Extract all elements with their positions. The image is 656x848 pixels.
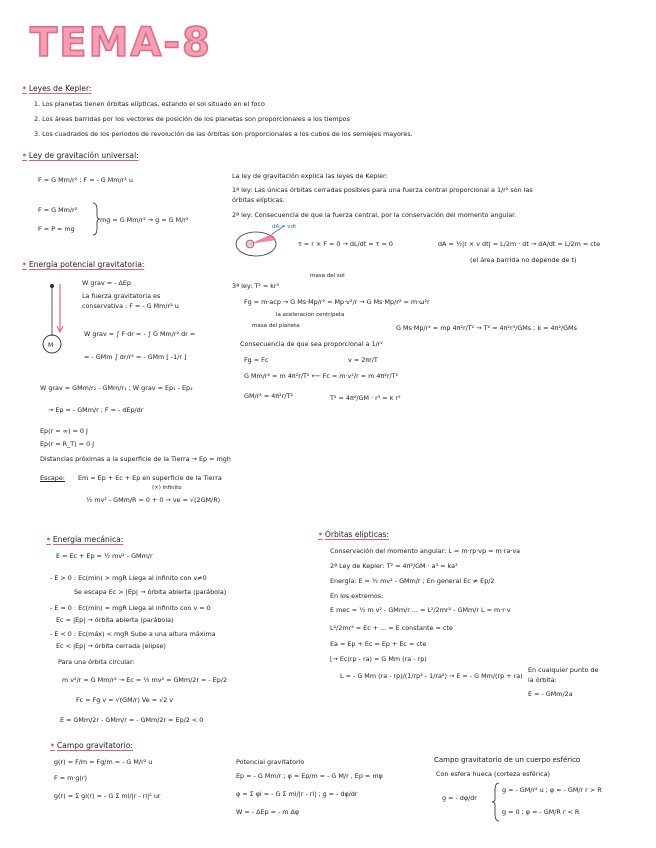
circular-eq-3: E = GMm/2r - GMm/r = - GMm/2r = Ep/2 < 0 bbox=[60, 716, 204, 724]
me-case-positive: - E > 0 : Ec(min) > mgR Llega al infinito con v≠0 bbox=[50, 574, 207, 582]
area-rate-note: (el área barrida no depende de t) bbox=[470, 256, 577, 264]
kepler-law-2: 2. Los áreas barridas por los vectores de posición de los planetas son proporcionales a los tiempos bbox=[34, 115, 350, 123]
orbit-eq-9: L = - G Mm (ra - rp)/(1/rp² - 1/ra²) → E = - G Mm/(rp + ra) bbox=[340, 672, 523, 680]
sphere-field-outside: g = - GM/r² u ; φ = - GM/r r > R bbox=[502, 786, 602, 794]
me-eq-1: E = Ec + Ep = ½ mv² - GMm/r bbox=[56, 552, 153, 560]
potential-heading: Potencial gravitatorio bbox=[236, 758, 305, 766]
brace-icon bbox=[92, 202, 100, 236]
gravitation-eq-2a: F = G Mm/r² bbox=[38, 206, 78, 214]
pe-surface: Ep(r = R_T) = 0 J bbox=[40, 440, 95, 448]
circular-eq-2: Fc = Fg v = √(GM/r) Ve = √2 v bbox=[76, 696, 174, 704]
section-kepler-heading: • Leyes de Kepler: bbox=[22, 84, 92, 93]
third-law-derivation: Fg = m·acp → G Ms·Mp/r² = Mp·v²/r → G Ms·Mp/r² = m·ω²r bbox=[244, 298, 430, 306]
pe-work-4: W grav = ∫ F·dr = - ∫ G Mm/r² dr = bbox=[84, 330, 196, 338]
sphere-field-heading: Campo gravitatorio de un cuerpo esférico bbox=[434, 756, 581, 764]
kepler-law-1: 1. Los planetas tienen órbitas elípticas, estando el sol situado en el foco bbox=[34, 100, 265, 108]
gravitation-eq-2c: mg = G Mm/r² → g = G M/r² bbox=[100, 216, 189, 224]
kepler-first-law-cont: órbitas elípticas. bbox=[232, 196, 285, 204]
orbit-eq-3: Energía: E = ½ mv² - GMm/r ; En general Ec ≠ Ep/2 bbox=[330, 577, 495, 585]
me-case-zero: - E = 0 : Ec(min) = mgR Llega al infinito con v = 0 bbox=[50, 604, 211, 612]
pe-work-2: La fuerza gravitatoria es bbox=[82, 292, 161, 300]
conseq-eq-2: G Mm/r² = m 4π²r/T² ⟵ Fc = m·v²/r = m 4π²r/T² bbox=[244, 372, 399, 380]
potential-eq-1: Ep = - G Mm/r ; φ = Ep/m = - G M/r , Ep = mφ bbox=[236, 772, 383, 780]
potential-eq-2: φ = Σ φi = - G Σ mi/|r - ri| ; g = - dφ/dr bbox=[236, 790, 358, 798]
escape-eq-2: ½ mv² - GMm/R = 0 + 0 → ve = √(2GM/R) bbox=[86, 496, 221, 504]
pe-work-6: W grav = GMm/r₂ - GMm/r₁ ; W grav = Ep₁ - Ep₂ bbox=[40, 384, 193, 392]
kepler-intro: La ley de gravitación explica las leyes de Kepler: bbox=[232, 172, 388, 180]
area-rate-eq: dA = ½|r × v dt| = L/2m · dt → dA/dt = L/2m = cte bbox=[438, 240, 601, 248]
torque-eq: τ = r × F = 0 → dL/dt = τ = 0 bbox=[298, 240, 393, 248]
pe-work-3: conservativa : F = - G Mm/r² u bbox=[82, 302, 179, 310]
orbit-eq-6: L²/2mr² = Ec + ... = E constante = cte bbox=[330, 624, 453, 632]
escape-eq-1: Em = Ep + Ec + Ep en superficie de la Tierra bbox=[78, 474, 222, 482]
field-eq-2: F = m·g(r) bbox=[54, 774, 88, 782]
circular-orbit-label: Para una órbita circular: bbox=[58, 658, 135, 666]
orbit-energy-result: E = - GMm/2a bbox=[528, 690, 573, 698]
potential-eq-3: W = - ΔEp = - m Δφ bbox=[236, 808, 300, 816]
section-elliptic-orbits-heading: • Órbitas elípticas: bbox=[318, 530, 390, 539]
pe-near-surface: Distancias próximas a la superficie de la Tierra → Ep = mgh bbox=[40, 455, 231, 463]
sphere-field-inside: g = 0 ; φ = - GM/R r < R bbox=[502, 808, 580, 816]
gravitation-eq-2b: F = P = mg bbox=[38, 225, 75, 233]
orbit-eq-1: Conservación del momento angular: L = m·rp·vp = m·ra·va bbox=[330, 547, 521, 555]
me-case-negative: - E < 0 : Ec(máx) < mgR Sube a una altura máxima bbox=[50, 630, 216, 638]
gravitation-eq-1: F = G Mm/r² ; F = - G Mm/r² u bbox=[38, 176, 133, 184]
kepler-second-law: 2ª ley: Consecuencia de que la fuerza central, por la conservación del momento angular. bbox=[232, 211, 517, 219]
kepler-law-3: 3. Los cuadrados de los periodos de revolución de las órbitas son proporcionales a los cubos de los semiejes mayores. bbox=[34, 130, 413, 138]
page-title: TEMA-8 bbox=[30, 20, 212, 66]
me-case-positive-b: Se escapa Ec > |Ep| → órbita abierta (parábola) bbox=[74, 588, 227, 596]
planet-mass-note: masa del planeta bbox=[252, 323, 300, 329]
escape-label: Escape: bbox=[40, 474, 65, 482]
orbit-eq-5: E mec = ½ m v² - GMm/r ... = L²/2mr² - GMm/r L = m·r·v bbox=[330, 606, 511, 614]
orbit-extremes: En los extremos: bbox=[330, 592, 384, 600]
escape-eq-1b: (∞) infinito bbox=[152, 485, 182, 491]
kepler-first-law: 1ª ley: Las únicas órbitas cerradas posibles para una fuerza central proporcional a 1/r² son las bbox=[232, 186, 533, 194]
orbit-any-point: En cualquier punto de bbox=[528, 666, 599, 674]
pe-work-1: W grav = - ΔEp bbox=[82, 279, 131, 287]
me-case-zero-b: Ec = |Ep| → órbita abierta (parábola) bbox=[56, 616, 174, 624]
field-eq-3: g(r) = Σ gi(r) = - G Σ mi/|r - ri|² ur bbox=[54, 792, 161, 800]
svg-text:M: M bbox=[48, 342, 54, 349]
me-case-negative-b: Ec < |Ep| → órbita cerrada (elipse) bbox=[56, 642, 166, 650]
kepler-third-law: 3ª ley: T² = kr³ bbox=[232, 282, 280, 290]
orbit-eq-7: Ea = Ep + Ec = Ep + Ec = cte bbox=[330, 640, 427, 648]
inverse-square-note: Consecuencia de que sea proporcional a 1/r² bbox=[240, 340, 383, 348]
orbit-eq-2: 2ª Ley de Kepler: T² = 4π²/GM · a³ = ka³ bbox=[330, 562, 458, 570]
section-mechanical-energy-heading: • Energía mecánica: bbox=[46, 535, 124, 544]
area-label: dA = vdt bbox=[272, 224, 297, 230]
section-potential-energy-heading: • Energía potencial gravitatoria: bbox=[22, 260, 145, 269]
sun-mass-note: masa del sol bbox=[310, 273, 345, 279]
orbit-any-point-b: la órbita: bbox=[528, 676, 557, 684]
third-law-result: G Ms·Mp/r² = mp 4π²r/T² → T² = 4π²r³/GMs ; k = 4π²/GMs bbox=[396, 324, 577, 332]
sphere-field-sub: Con esfera hueca (corteza esférica) bbox=[436, 770, 551, 778]
section-field-heading: • Campo gravitatorio: bbox=[50, 741, 133, 750]
circular-eq-1: m v²/r = G Mm/r² → Ec = ½ mv² = GMm/2r = - Ep/2 bbox=[62, 676, 228, 684]
conseq-eq-1: Fg = Fc bbox=[244, 356, 269, 364]
sphere-field-g: g = - dφ/dr bbox=[442, 794, 477, 802]
pe-infinity: Ep(r = ∞) = 0 J bbox=[40, 427, 88, 435]
centripetal-note: la aceleración centrípeta bbox=[276, 312, 345, 318]
field-eq-1: g(r) = F/m = Fg/m = - G M/r² u bbox=[54, 758, 153, 766]
conseq-eq-4: GM/r² = 4π²r/T² bbox=[244, 392, 293, 400]
orbit-eq-8: ⌊→ Ec(rp - ra) = G Mm (ra - rp) bbox=[330, 655, 427, 663]
pe-formula: → Ep = - GMm/r ; F = - dEp/dr bbox=[48, 406, 144, 414]
section-gravitation-heading: • Ley de gravitación universal: bbox=[22, 151, 139, 160]
conseq-eq-3: v = 2πr/T bbox=[348, 356, 378, 364]
pe-work-5: = - GMm ∫ dr/r² = - GMm [ -1/r ] bbox=[84, 353, 187, 361]
conseq-eq-5: T² = 4π²/GM · r³ = k r³ bbox=[330, 394, 401, 402]
brace-icon bbox=[492, 782, 500, 822]
mass-diagram bbox=[42, 280, 78, 358]
